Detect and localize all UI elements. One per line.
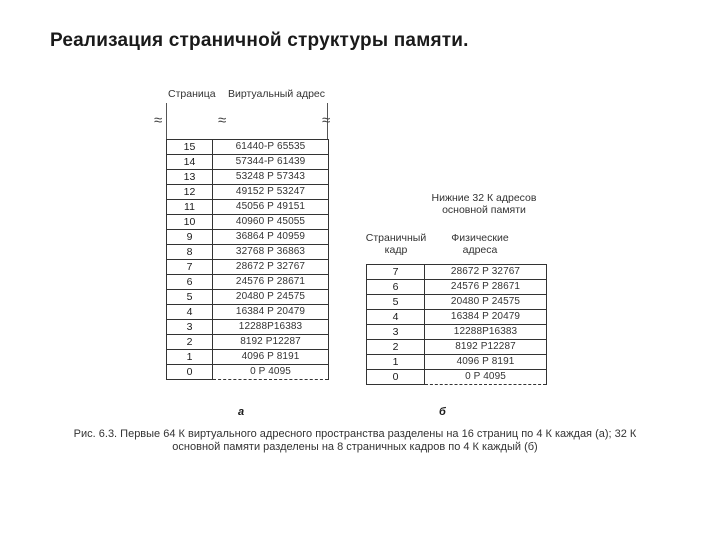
- table-row: [167, 320, 329, 335]
- row-number: 1: [167, 350, 213, 365]
- figure-b-label: б: [439, 406, 446, 418]
- table-row: [367, 370, 547, 385]
- row-number: 4: [367, 310, 425, 325]
- table-row: [167, 170, 329, 185]
- address-range: 61440-Р 65535: [213, 140, 329, 155]
- row-number: 9: [167, 230, 213, 245]
- virtual-pages-table: [166, 139, 329, 380]
- address-range: 0 Р 4095: [425, 370, 547, 385]
- slide-title: Реализация страничной структуры памяти.: [50, 30, 469, 51]
- row-number: 8: [167, 245, 213, 260]
- table-row: [167, 335, 329, 350]
- table-row: [167, 305, 329, 320]
- row-number: 4: [167, 305, 213, 320]
- header-virtual-address: Виртуальный адрес: [228, 88, 325, 100]
- row-number: 10: [167, 215, 213, 230]
- table-row: [167, 365, 329, 380]
- table-row: [367, 340, 547, 355]
- address-range: 40960 Р 45055: [213, 215, 329, 230]
- page-frames-table: [366, 264, 547, 385]
- table-row: [167, 350, 329, 365]
- table-row: [367, 280, 547, 295]
- address-range: 28672 Р 32767: [425, 265, 547, 280]
- header-physical-addresses: Физические адреса: [451, 232, 509, 256]
- row-number: 12: [167, 185, 213, 200]
- row-number: 0: [167, 365, 213, 380]
- table-row: [167, 200, 329, 215]
- address-range: 53248 Р 57343: [213, 170, 329, 185]
- table-row: [167, 290, 329, 305]
- address-range: 57344-Р 61439: [213, 155, 329, 170]
- row-number: 6: [367, 280, 425, 295]
- address-range: 8192 Р12287: [213, 335, 329, 350]
- row-number: 14: [167, 155, 213, 170]
- address-range: 16384 Р 20479: [425, 310, 547, 325]
- row-number: 3: [167, 320, 213, 335]
- table-row: [367, 355, 547, 370]
- header-main-memory: Нижние 32 К адресов основной памяти: [431, 192, 537, 216]
- row-number: 7: [367, 265, 425, 280]
- row-number: 5: [167, 290, 213, 305]
- address-range: 0 Р 4095: [213, 365, 329, 380]
- break-mark-middle: ≈: [218, 112, 227, 129]
- table-row: [167, 245, 329, 260]
- address-range: 8192 Р12287: [425, 340, 547, 355]
- table-row: [167, 155, 329, 170]
- address-range: 24576 Р 28671: [425, 280, 547, 295]
- row-number: 5: [367, 295, 425, 310]
- break-mark-left: ≈: [154, 112, 163, 129]
- table-row: [367, 325, 547, 340]
- table-row: [167, 215, 329, 230]
- address-range: 12288Р16383: [213, 320, 329, 335]
- left-boundary-line: [166, 103, 167, 139]
- table-row: [367, 310, 547, 325]
- address-range: 45056 Р 49151: [213, 200, 329, 215]
- address-range: 20480 Р 24575: [425, 295, 547, 310]
- address-range: 4096 Р 8191: [213, 350, 329, 365]
- table-row: [167, 185, 329, 200]
- address-range: 36864 Р 40959: [213, 230, 329, 245]
- header-page: Страница: [168, 88, 216, 100]
- row-number: 15: [167, 140, 213, 155]
- break-mark-right: ≈: [322, 112, 331, 129]
- row-number: 0: [367, 370, 425, 385]
- address-range: 16384 Р 20479: [213, 305, 329, 320]
- header-page-frame: Страничный кадр: [365, 232, 427, 256]
- address-range: 4096 Р 8191: [425, 355, 547, 370]
- row-number: 2: [167, 335, 213, 350]
- row-number: 6: [167, 275, 213, 290]
- row-number: 11: [167, 200, 213, 215]
- row-number: 13: [167, 170, 213, 185]
- figure-a-label: а: [238, 406, 245, 418]
- address-range: 49152 Р 53247: [213, 185, 329, 200]
- row-number: 7: [167, 260, 213, 275]
- table-row: [167, 230, 329, 245]
- row-number: 2: [367, 340, 425, 355]
- row-number: 1: [367, 355, 425, 370]
- address-range: 24576 Р 28671: [213, 275, 329, 290]
- row-number: 3: [367, 325, 425, 340]
- table-row: [367, 265, 547, 280]
- table-row: [167, 140, 329, 155]
- address-range: 12288Р16383: [425, 325, 547, 340]
- table-row: [367, 295, 547, 310]
- address-range: 28672 Р 32767: [213, 260, 329, 275]
- table-row: [167, 275, 329, 290]
- figure-caption: Рис. 6.3. Первые 64 К виртуального адресного пространства разделены на 16 страниц по 4 К каждая (а); 32 К основной памяти разделены на 8 страничных кадров по 4 К каждый (б): [73, 428, 637, 453]
- address-range: 32768 Р 36863: [213, 245, 329, 260]
- address-range: 20480 Р 24575: [213, 290, 329, 305]
- table-row: [167, 260, 329, 275]
